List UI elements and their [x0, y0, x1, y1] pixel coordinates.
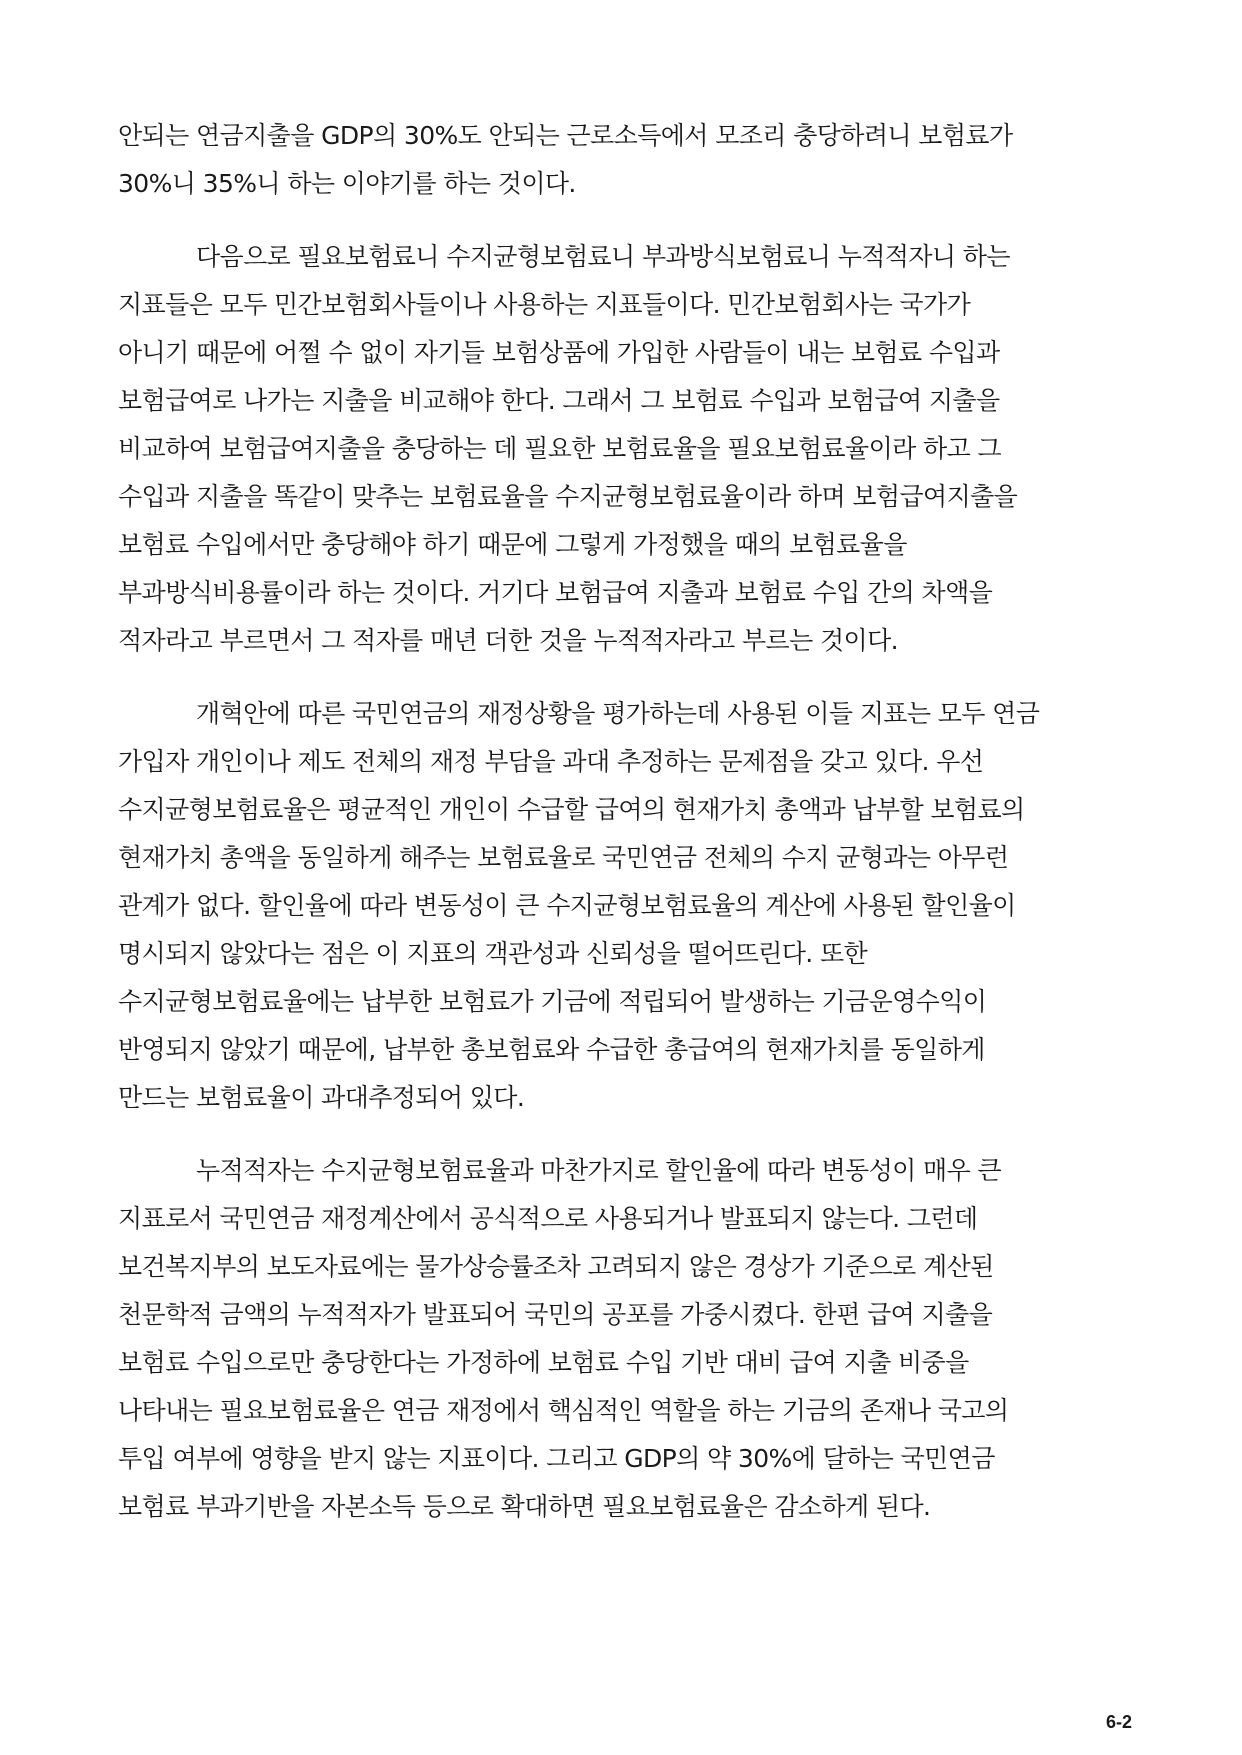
- text-line: 30%니 35%니 하는 이야기를 하는 것이다.: [118, 169, 576, 198]
- paragraph-2: [118, 233, 1128, 665]
- text-line: 보험료 수입으로만 충당한다는 가정하에 보험료 수입 기반 대비 급여 지출 비중을: [118, 1348, 969, 1377]
- text-line: 현재가치 총액을 동일하게 해주는 보험료율로 국민연금 전체의 수지 균형과는 아무런: [118, 843, 1009, 872]
- text-line: 보험료 수입에서만 충당해야 하기 때문에 그렇게 가정했을 때의 보험료율을: [118, 530, 907, 559]
- text-line: 관계가 없다. 할인율에 따라 변동성이 큰 수지균형보험료율의 계산에 사용된 할인율이: [118, 891, 1016, 920]
- text-line: 수지균형보험료율에는 납부한 보험료가 기금에 적립되어 발생하는 기금운영수익이: [118, 987, 987, 1016]
- text-line: 다음으로 필요보험료니 수지균형보험료니 부과방식보험료니 누적적자니 하는: [196, 242, 1010, 271]
- text-line: 수지균형보험료율은 평균적인 개인이 수급할 급여의 현재가치 총액과 납부할 보험료의: [118, 795, 1025, 824]
- text-line: 개혁안에 따른 국민연금의 재정상황을 평가하는데 사용된 이들 지표는 모두 연금: [196, 699, 1040, 728]
- text-line: 보험급여로 나가는 지출을 비교해야 한다. 그래서 그 보험료 수입과 보험급여 지출을: [118, 386, 1000, 415]
- text-line: 수입과 지출을 똑같이 맞추는 보험료율을 수지균형보험료율이라 하며 보험급여지출을: [118, 482, 1018, 511]
- text-line: 부과방식비용률이라 하는 것이다. 거기다 보험급여 지출과 보험료 수입 간의 차액을: [118, 578, 993, 607]
- text-line: 보건복지부의 보도자료에는 물가상승률조차 고려되지 않은 경상가 기준으로 계산된: [118, 1252, 994, 1281]
- document-body: [118, 112, 1128, 1556]
- text-line: 아니기 때문에 어쩔 수 없이 자기들 보험상품에 가입한 사람들이 내는 보험료 수입과: [118, 338, 1000, 367]
- paragraph-3: [118, 690, 1128, 1122]
- text-line: 나타내는 필요보험료율은 연금 재정에서 핵심적인 역할을 하는 기금의 존재나 국고의: [118, 1396, 1009, 1425]
- text-line: 비교하여 보험급여지출을 충당하는 데 필요한 보험료율을 필요보험료율이라 하고 그: [118, 434, 1002, 463]
- text-line: 지표로서 국민연금 재정계산에서 공식적으로 사용되거나 발표되지 않는다. 그런데: [118, 1204, 978, 1233]
- text-line: 명시되지 않았다는 점은 이 지표의 객관성과 신뢰성을 떨어뜨린다. 또한: [118, 939, 868, 968]
- text-line: 안되는 연금지출을 GDP의 30%도 안되는 근로소득에서 모조리 충당하려니 보험료가: [118, 121, 1013, 150]
- text-line: 보험료 부과기반을 자본소득 등으로 확대하면 필요보험료율은 감소하게 된다.: [118, 1492, 931, 1521]
- text-line: 지표들은 모두 민간보험회사들이나 사용하는 지표들이다. 민간보험회사는 국가가: [118, 290, 971, 319]
- paragraph-4: [118, 1147, 1128, 1531]
- text-line: 천문학적 금액의 누적적자가 발표되어 국민의 공포를 가중시켰다. 한편 급여 지출을: [118, 1300, 993, 1329]
- text-line: 투입 여부에 영향을 받지 않는 지표이다. 그리고 GDP의 약 30%에 달하는 국민연금: [118, 1444, 995, 1473]
- page-number: 6-2: [1105, 1712, 1132, 1732]
- text-line: 누적적자는 수지균형보험료율과 마찬가지로 할인율에 따라 변동성이 매우 큰: [196, 1156, 1002, 1185]
- text-line: 반영되지 않았기 때문에, 납부한 총보험료와 수급한 총급여의 현재가치를 동일하게: [118, 1035, 985, 1064]
- text-line: 만드는 보험료율이 과대추정되어 있다.: [118, 1083, 525, 1112]
- paragraph-1: [118, 112, 1128, 208]
- text-line: 가입자 개인이나 제도 전체의 재정 부담을 과대 추정하는 문제점을 갖고 있다. 우선: [118, 747, 984, 776]
- text-line: 적자라고 부르면서 그 적자를 매년 더한 것을 누적적자라고 부르는 것이다.: [118, 626, 898, 655]
